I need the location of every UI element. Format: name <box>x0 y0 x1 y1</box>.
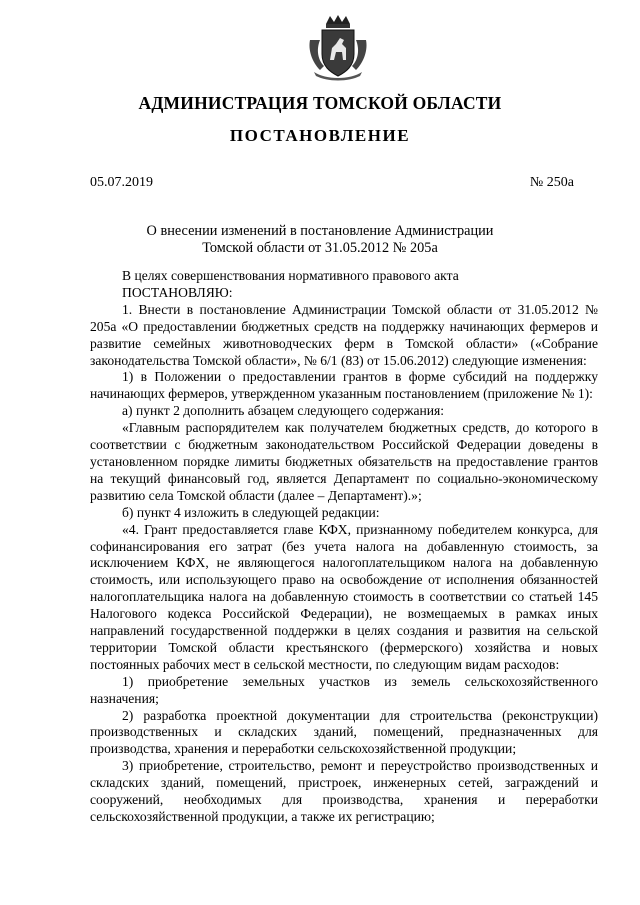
subject-line: О внесении изменений в постановление Администрации <box>146 223 494 239</box>
paragraph: 3) приобретение, строительство, ремонт и переустройство производственных и складских зданий, помещений, пристроек, инженерных сетей, заграждений и сооружений, необходимых для производства, хранения и переработки сельскохозяйственной продукции, а также их регистрацию; <box>90 758 598 824</box>
paragraph: 1) в Положении о предоставлении грантов в форме субсидий на поддержку начинающих фермеров, утвержденном указанным постановлением (приложение № 1): <box>90 369 598 402</box>
paragraph: 1) приобретение земельных участков из земель сельскохозяйственного назначения; <box>90 673 598 706</box>
paragraph: ПОСТАНОВЛЯЮ: <box>122 284 233 300</box>
paragraph: 2) разработка проектной документации для строительства (реконструкции) производственных и складских зданий, помещений, предназначенных для производства, хранения и переработки сельскохозяйственной продукции; <box>90 707 598 757</box>
document-number: № 250а <box>529 175 574 190</box>
coat-of-arms-icon <box>306 14 370 82</box>
paragraph: а) пункт 2 дополнить абзацем следующего содержания: <box>122 403 445 419</box>
paragraph: «Главным распорядителем как получателем бюджетных средств, до которого в соответствии с бюджетным законодательством Российской Федерации доведены в установленном порядке лимиты бюджетных обязательств на предоставление грантов на текущий финансовый год, является Департамент по социально-экономическому развитию села Томской области (далее – Департамент).»; <box>90 420 598 503</box>
paragraph: б) пункт 4 изложить в следующей редакции: <box>122 504 380 520</box>
paragraph: 1. Внести в постановление Администрации Томской области от 31.05.2012 № 205а «О предоставлении бюджетных средств на поддержку начинающих фермеров и развитие семейных животноводческих ферм в Томской области» («Собрание законодательства Томской области», № 6/1 (83) от 15.06.2012) следующие изменения: <box>90 301 598 368</box>
paragraph: «4. Грант предоставляется главе КФХ, признанному победителем конкурса, для софинансирования его затрат (без учета налога на добавленную стоимость, за исключением КФХ, не являющегося налогоплательщиком налога на добавленную стоимость, или использующего право на освобождение от исполнения обязанностей налогоплательщика налога на добавленную стоимость в соответствии со статьей 145 Налогового кодекса Российской Федерации), не возмещаемых в рамках иных направлений государственной поддержки в целях создания и развития на сельской территории Томской области крестьянского (фермерского) хозяйства и новых постоянных рабочих мест в сельской местности, по следующим видам расходов: <box>90 521 598 672</box>
document-subject <box>0 223 640 257</box>
subject-line: Томской области от 31.05.2012 № 205а <box>202 240 438 256</box>
document-type: ПОСТАНОВЛЕНИЕ <box>229 126 411 145</box>
document-date: 05.07.2019 <box>90 175 153 190</box>
document-body <box>90 268 598 826</box>
paragraph: В целях совершенствования нормативного правового акта <box>122 268 459 283</box>
organization-title: АДМИНИСТРАЦИЯ ТОМСКОЙ ОБЛАСТИ <box>138 93 502 113</box>
